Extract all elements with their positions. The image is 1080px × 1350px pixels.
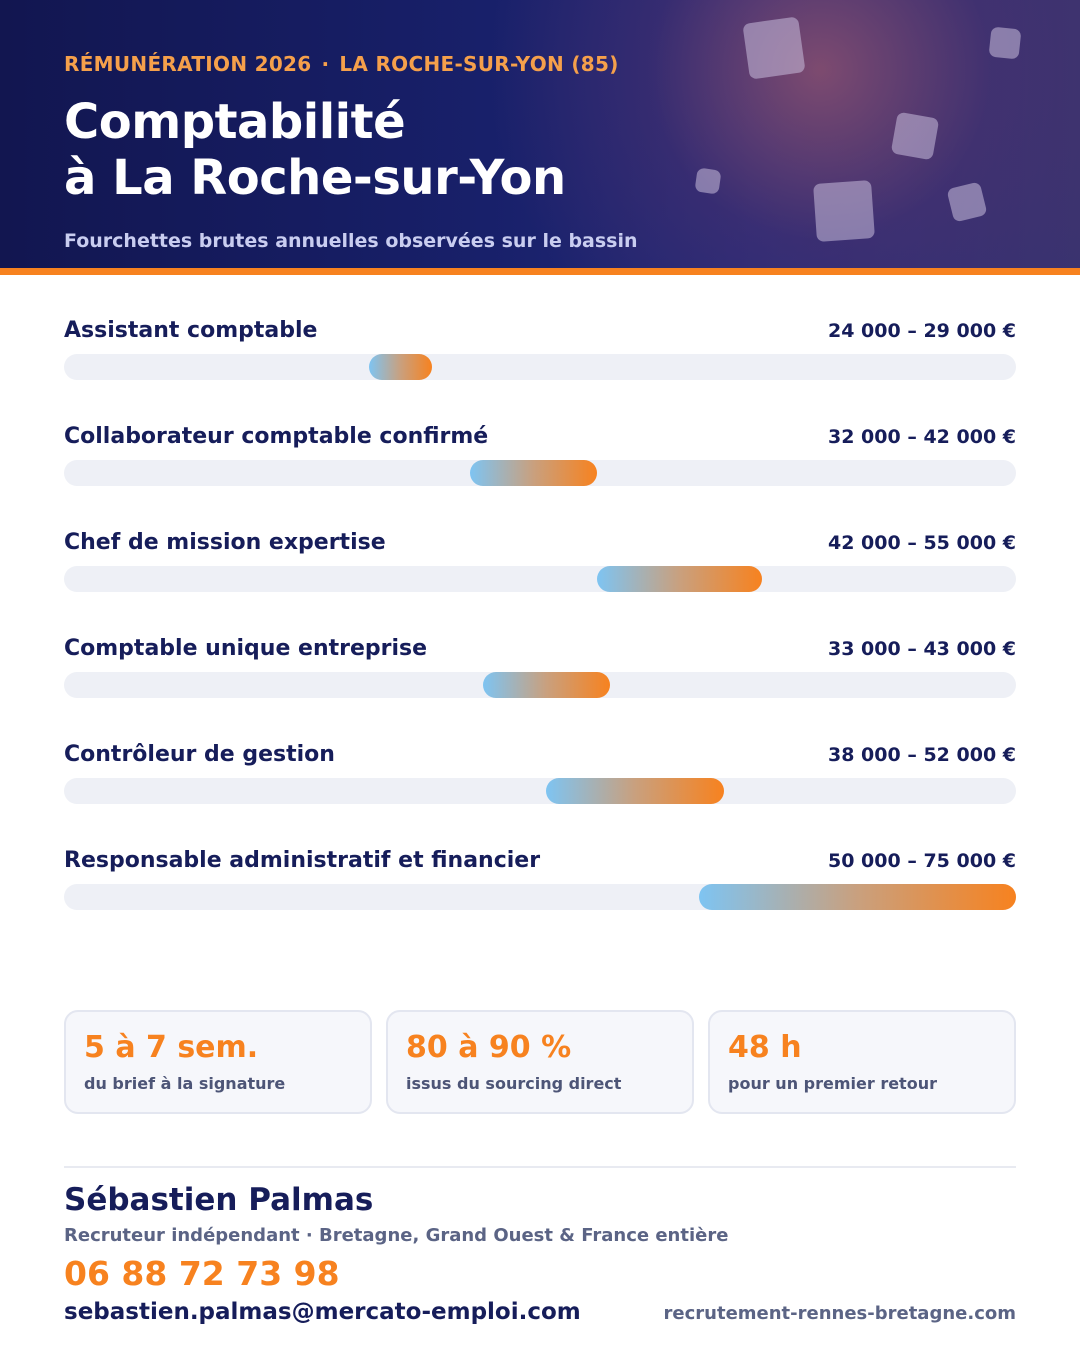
stat-card: [64, 1010, 372, 1114]
stat-label: du brief à la signature: [84, 1074, 286, 1093]
salary-range-label: 38 000 – 52 000 €: [828, 744, 1016, 766]
contact-name: Sébastien Palmas: [64, 1182, 374, 1218]
eyebrow-separator: ·: [321, 52, 330, 76]
range-track: [64, 672, 1016, 698]
stat-label: pour un premier retour: [728, 1074, 937, 1093]
role-label: Collaborateur comptable confirmé: [64, 424, 489, 449]
role-label: Assistant comptable: [64, 318, 318, 343]
decorative-square: [891, 112, 940, 161]
header-divider: [0, 268, 1080, 275]
salary-row: [64, 742, 1016, 822]
range-track: [64, 460, 1016, 486]
role-label: Comptable unique entreprise: [64, 636, 428, 661]
page-title: [64, 94, 764, 206]
salary-range-bar: [546, 778, 724, 804]
stat-value: 80 à 90 %: [406, 1030, 572, 1065]
eyebrow-location: LA ROCHE-SUR-YON (85): [339, 52, 619, 76]
footer-divider: [64, 1166, 1016, 1168]
decorative-square: [742, 16, 805, 79]
decorative-square: [989, 27, 1022, 60]
salary-range-label: 50 000 – 75 000 €: [828, 850, 1016, 872]
role-label: Chef de mission expertise: [64, 530, 386, 555]
salary-range-bar: [699, 884, 1016, 910]
role-label: Contrôleur de gestion: [64, 742, 335, 767]
range-track: [64, 566, 1016, 592]
eyebrow-topic: RÉMUNÉRATION 2026: [64, 52, 312, 76]
role-label: Responsable administratif et financier: [64, 848, 541, 873]
salary-range-label: 42 000 – 55 000 €: [828, 532, 1016, 554]
contact-website[interactable]: recrutement-rennes-bretagne.com: [663, 1303, 1016, 1324]
contact-email[interactable]: sebastien.palmas@mercato-emploi.com: [64, 1299, 581, 1325]
title-line-1: Comptabilité: [64, 94, 406, 150]
contact-phone[interactable]: 06 88 72 73 98: [64, 1254, 340, 1293]
title-line-2: à La Roche-sur-Yon: [64, 150, 566, 206]
header-banner: [0, 0, 1080, 268]
range-track: [64, 778, 1016, 804]
stat-card: [386, 1010, 694, 1114]
stat-value: 5 à 7 sem.: [84, 1030, 259, 1065]
salary-range-bar: [369, 354, 432, 380]
stat-card: [708, 1010, 1016, 1114]
eyebrow: [64, 52, 619, 76]
range-track: [64, 884, 1016, 910]
page-subtitle: Fourchettes brutes annuelles observées sur le bassin: [64, 230, 638, 252]
salary-row: [64, 636, 1016, 716]
range-track: [64, 354, 1016, 380]
salary-row: [64, 530, 1016, 610]
salary-range-bar: [597, 566, 762, 592]
decorative-square: [813, 180, 875, 242]
decorative-square: [946, 181, 987, 222]
salary-row: [64, 424, 1016, 504]
salary-range-label: 33 000 – 43 000 €: [828, 638, 1016, 660]
salary-range-label: 32 000 – 42 000 €: [828, 426, 1016, 448]
salary-row: [64, 318, 1016, 398]
stat-value: 48 h: [728, 1030, 802, 1065]
salary-range-bar: [470, 460, 597, 486]
salary-row: [64, 848, 1016, 928]
salary-range-bar: [483, 672, 610, 698]
stat-label: issus du sourcing direct: [406, 1074, 622, 1093]
contact-role: Recruteur indépendant · Bretagne, Grand Ouest & France entière: [64, 1225, 729, 1246]
salary-range-label: 24 000 – 29 000 €: [828, 320, 1016, 342]
